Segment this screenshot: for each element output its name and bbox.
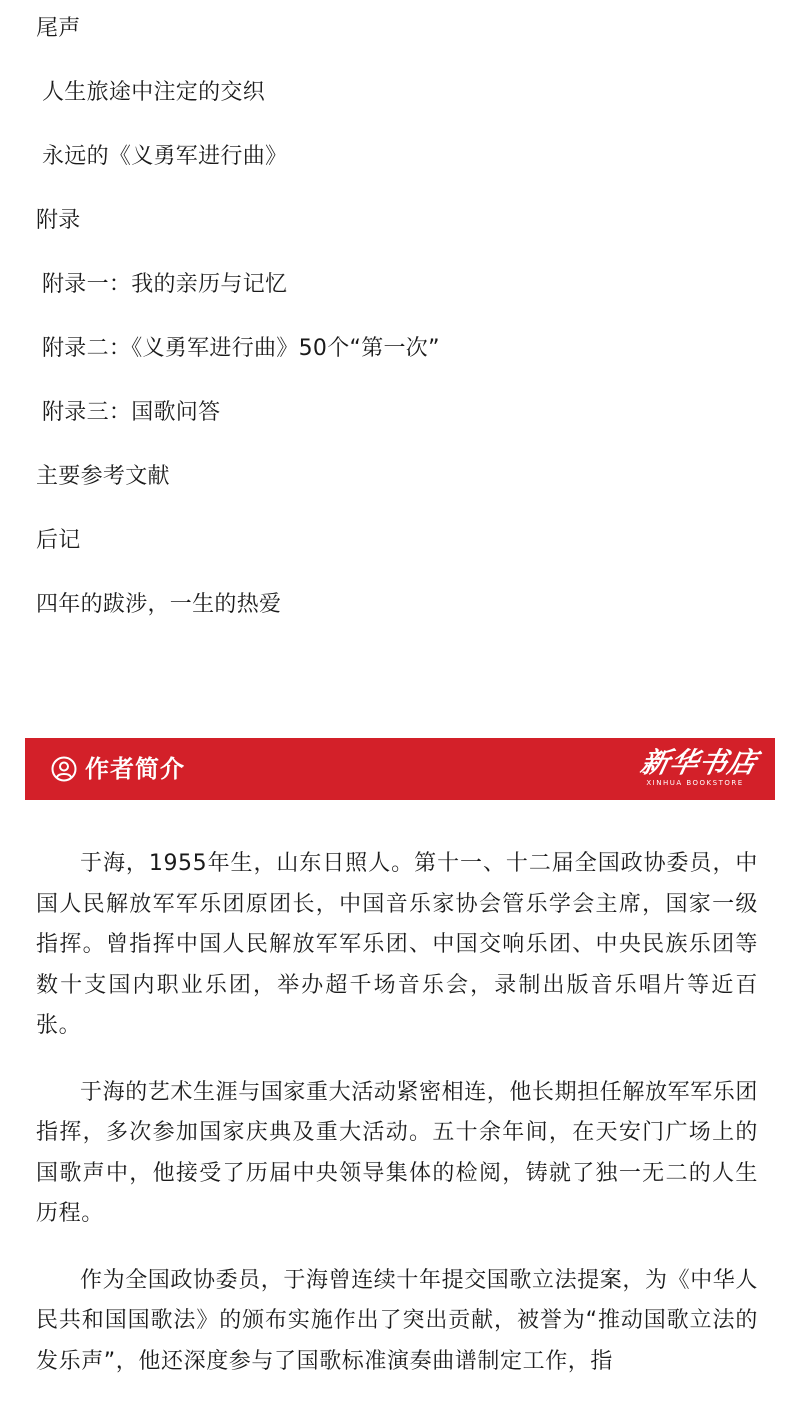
logo-subtext: XINHUA BOOKSTORE <box>646 779 744 787</box>
toc-item: 永远的《义勇军进行曲》 <box>42 144 288 169</box>
toc-item: 尾声 <box>36 16 81 41</box>
user-circle-icon <box>51 756 77 782</box>
toc-item: 主要参考文献 <box>36 464 170 489</box>
xinhua-bookstore-logo <box>637 746 761 792</box>
author-bio <box>36 844 758 1408</box>
toc-item: 附录一：我的亲历与记忆 <box>42 272 288 297</box>
toc-item: 后记 <box>36 528 81 553</box>
toc-item: 人生旅途中注定的交织 <box>42 80 266 105</box>
toc-item: 附录三：国歌问答 <box>42 400 221 425</box>
author-intro-banner <box>25 738 775 800</box>
section-title: 作者简介 <box>85 755 185 783</box>
toc-item: 附录二：《义勇军进行曲》50个“第一次” <box>42 336 440 361</box>
toc-item: 四年的跋涉，一生的热爱 <box>36 592 282 617</box>
toc-item: 附录 <box>36 208 81 233</box>
logo-text: 新华书店 <box>637 746 761 779</box>
bio-paragraph: 于海的艺术生涯与国家重大活动紧密相连，他长期担任解放军军乐团指挥，多次参加国家庆典及重大活动。五十余年间，在天安门广场上的国歌声中，他接受了历届中央领导集体的检阅，铸就了独一无二的人生历程。 <box>36 1079 759 1226</box>
bio-paragraph: 作为全国政协委员，于海曾连续十年提交国歌立法提案，为《中华人民共和国国歌法》的颁布实施作出了突出贡献，被誉为“推动国歌立法的发乐声”，他还深度参与了国歌标准演奏曲谱制定工作，指 <box>36 1267 759 1374</box>
bio-paragraph: 于海，1955年生，山东日照人。第十一、十二届全国政协委员，中国人民解放军军乐团原团长，中国音乐家协会管乐学会主席，国家一级指挥。曾指挥中国人民解放军军乐团、中国交响乐团、中央民族乐团等数十支国内职业乐团，举办超千场音乐会，录制出版音乐唱片等近百张。 <box>36 851 758 1038</box>
